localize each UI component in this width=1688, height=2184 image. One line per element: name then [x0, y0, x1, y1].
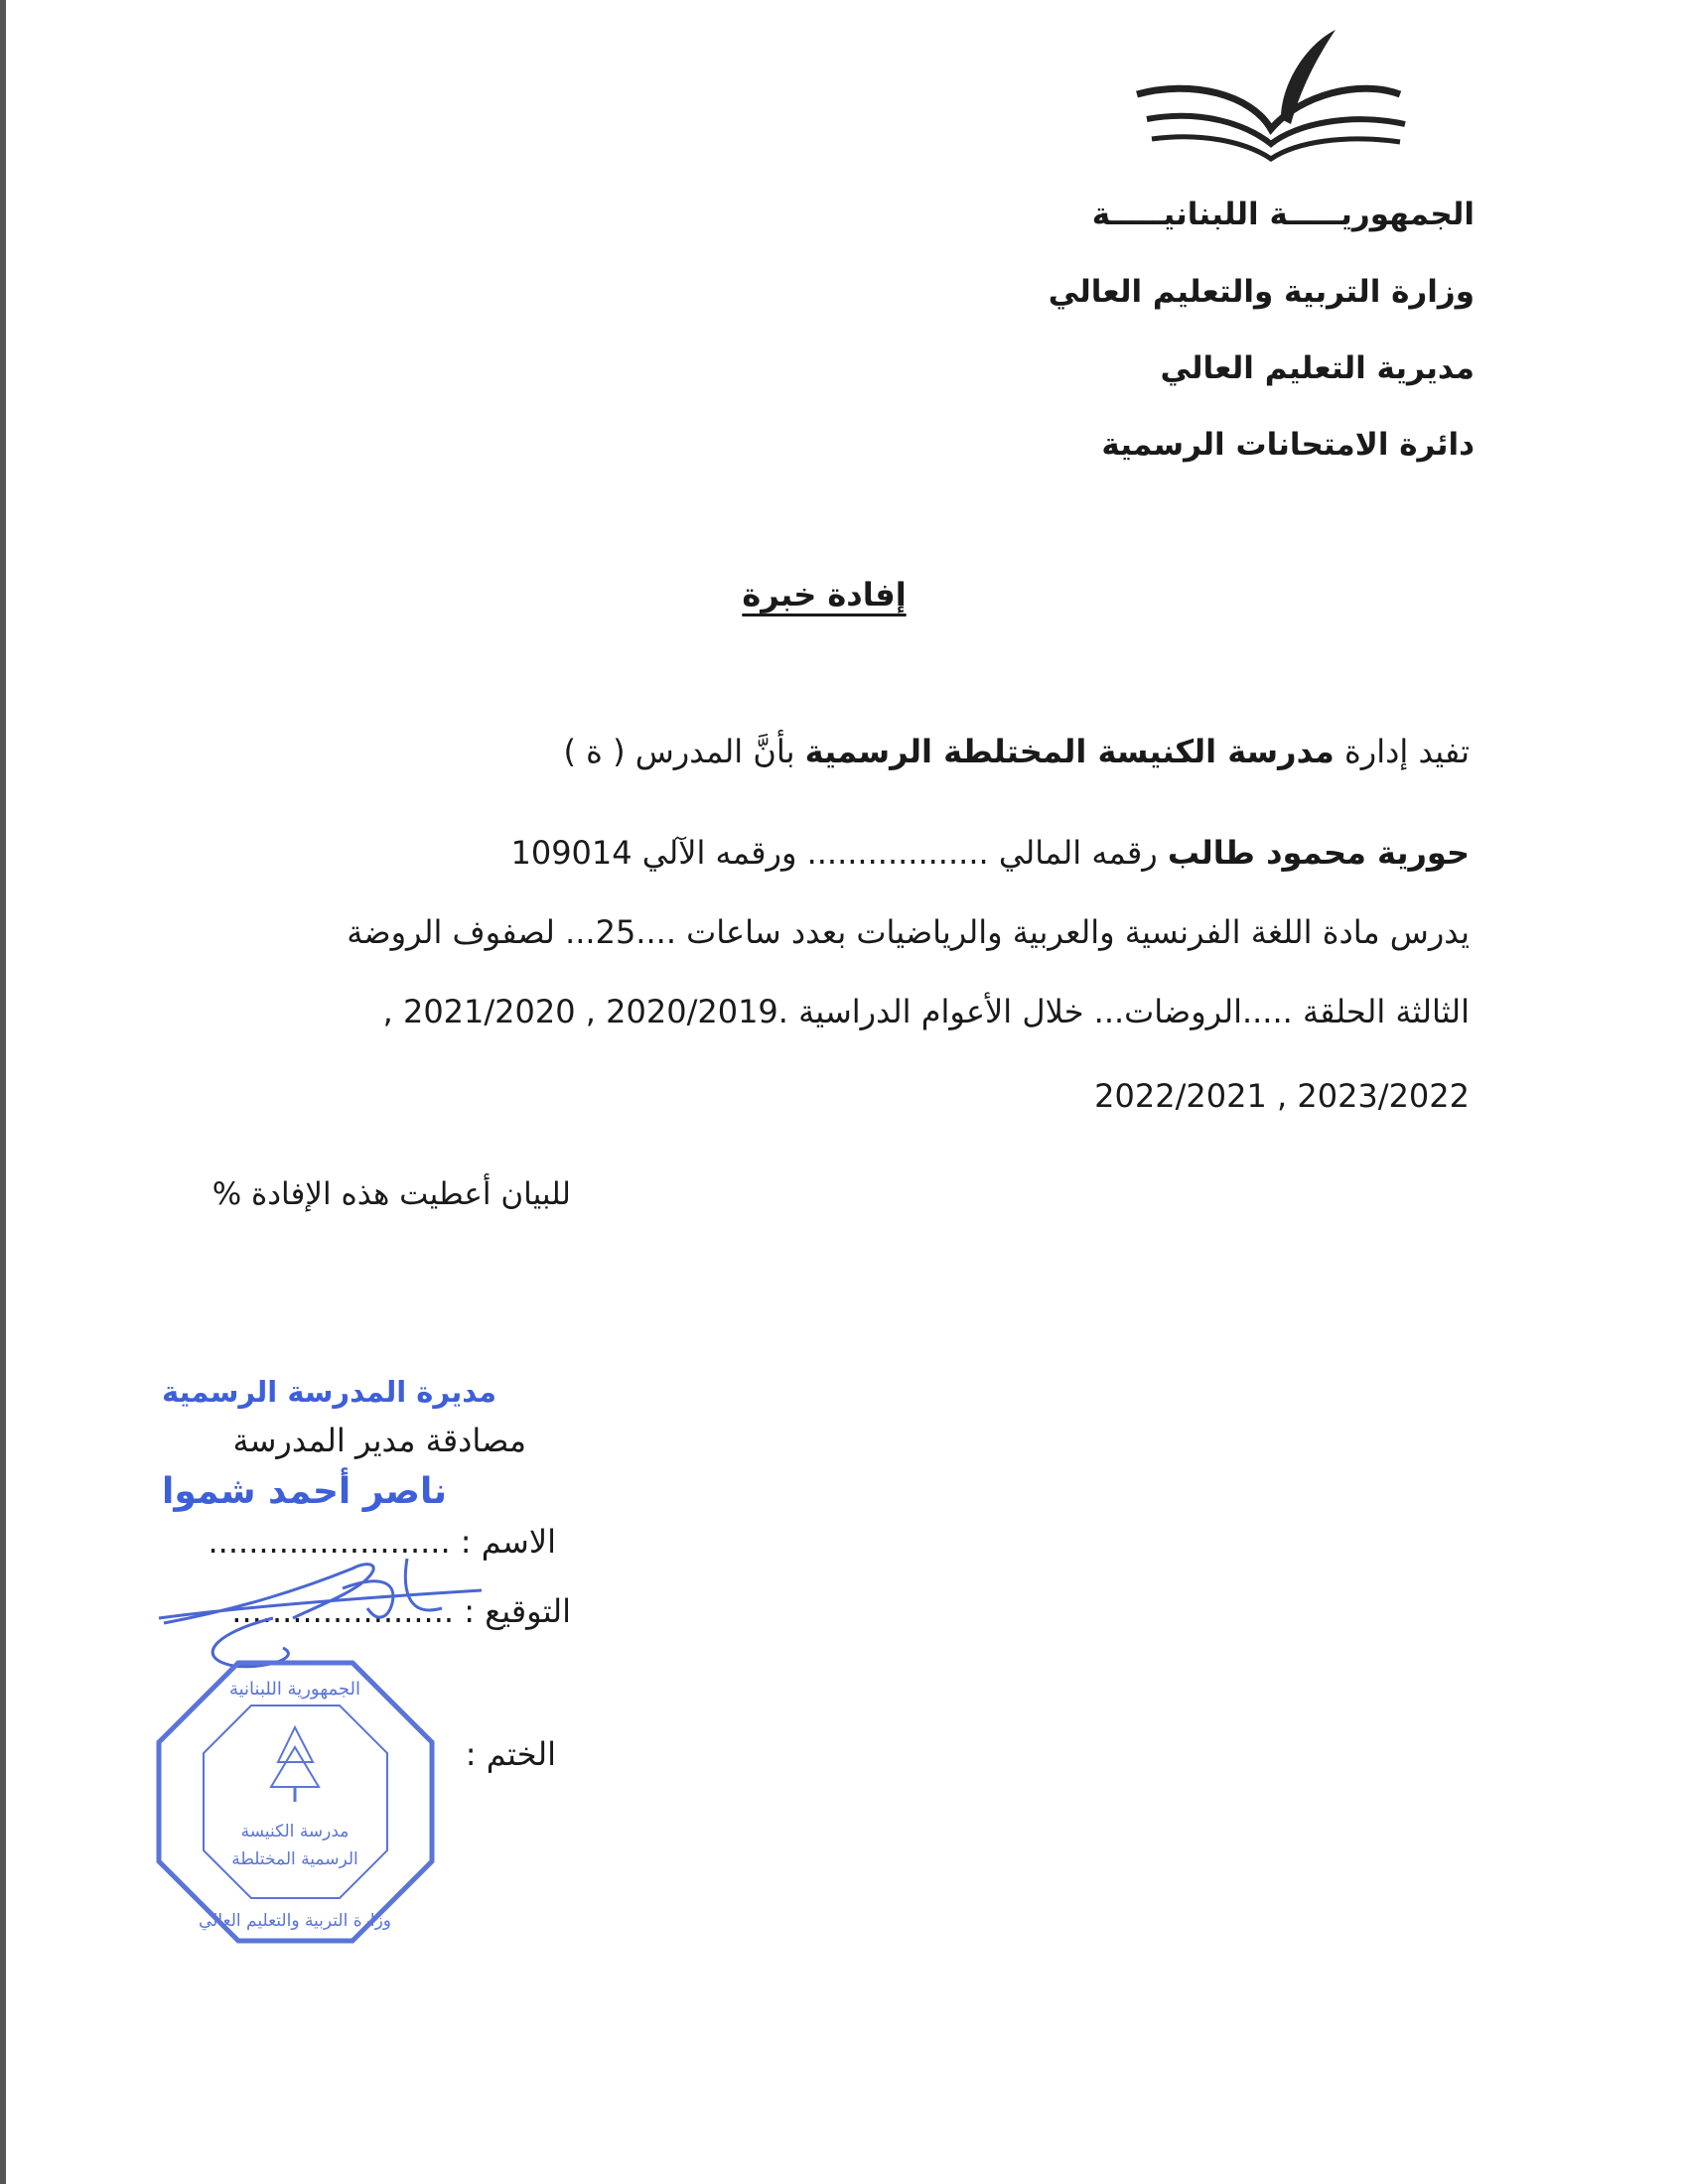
- body-line-1: [563, 733, 1470, 770]
- seal-inner-line1: مدرسة الكنيسة: [240, 1822, 350, 1842]
- text: رقمه المالي .................. ورقمه الآلي 109014: [510, 834, 1168, 872]
- seal-inner-line2: الرسمية المختلطة: [231, 1849, 358, 1869]
- blue-title-stamp: مديرة المدرسة الرسمية: [161, 1375, 496, 1409]
- teacher-name: حورية محمود طالب: [1167, 834, 1470, 872]
- header-republic: الجمهوريـــــة اللبنانيـــــة: [1091, 197, 1475, 232]
- body-line-2: [510, 834, 1470, 872]
- open-book-with-quill-icon: [1132, 25, 1415, 174]
- seal-outer-top: الجمهورية اللبنانية: [228, 1679, 361, 1700]
- signature-label: التوقيع : ......................: [231, 1592, 571, 1630]
- seal-label: الختم :: [465, 1735, 556, 1773]
- text: بأنَّ المدرس ( ة ): [563, 733, 805, 770]
- body-line-3: يدرس مادة اللغة الفرنسية والعربية والرياضيات بعدد ساعات ....25... لصفوف الروضة: [347, 913, 1470, 951]
- approval-label: مصادقة مدير المدرسة: [232, 1422, 526, 1459]
- name-stamp: ناصر أحمد شموا: [162, 1471, 447, 1512]
- name-label: الاسم : ........................: [208, 1523, 556, 1561]
- official-seal: [154, 1658, 437, 1946]
- scan-edge: [0, 0, 6, 2184]
- header-directorate: مديرية التعليم العالي: [1160, 350, 1475, 386]
- document-title: إفادة خبرة: [742, 576, 907, 614]
- body-line-4: الثالثة الحلقة .....الروضات... خلال الأعوام الدراسية .2020/2019 , 2021/2020 ,: [382, 993, 1470, 1030]
- header-ministry: وزارة التربية والتعليم العالي: [1048, 274, 1475, 310]
- closing-statement: للبيان أعطيت هذه الإفادة %: [211, 1176, 571, 1212]
- text: تفيد إدارة: [1334, 733, 1470, 770]
- header-department: دائرة الامتحانات الرسمية: [1101, 427, 1475, 463]
- school-name: مدرسة الكنيسة المختلطة الرسمية: [804, 733, 1335, 770]
- seal-outer-bottom: وزارة التربية والتعليم العالي: [198, 1911, 392, 1931]
- body-line-5: 2023/2022 , 2022/2021: [1094, 1077, 1470, 1115]
